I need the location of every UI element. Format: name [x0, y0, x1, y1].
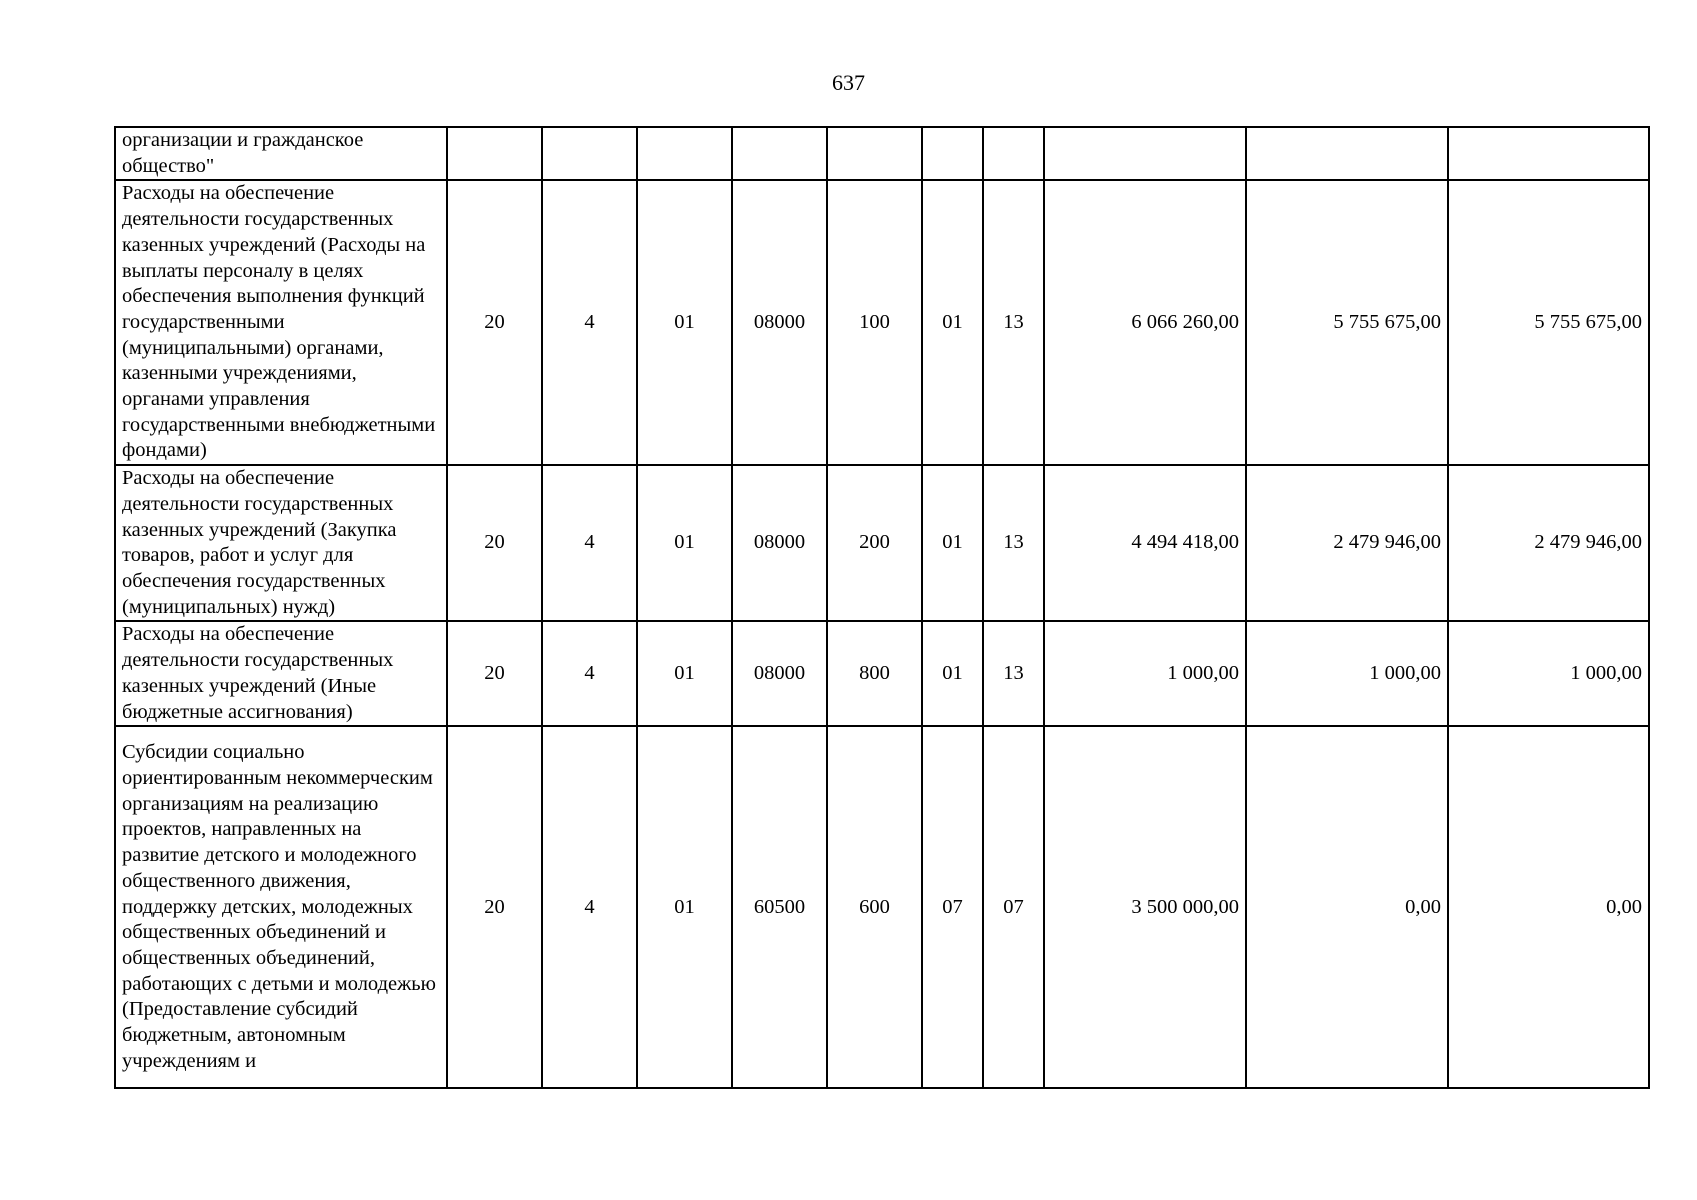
row-amount-cell: 5 755 675,00 — [1246, 180, 1448, 465]
row-description: Субсидии социально ориентированным некоммерческим организациям на реализацию проектов, направленных на развитие детского и молодежного общественного движения, поддержку детских, молодежных общественных объединений и общественных объединений, работающих с детьми и молодежью (Предоставление субсидий бюджетным, автономным учреждениям и — [115, 726, 447, 1088]
row-amount-cell — [1044, 127, 1246, 180]
row-code-cell: 13 — [983, 621, 1044, 726]
row-code-cell: 01 — [922, 180, 983, 465]
row-code-cell: 600 — [827, 726, 922, 1088]
table-row — [115, 726, 1649, 1088]
row-code-cell: 01 — [637, 180, 732, 465]
row-code-cell: 20 — [447, 465, 542, 621]
row-code-cell: 4 — [542, 621, 637, 726]
row-code-cell — [983, 127, 1044, 180]
row-amount-cell: 4 494 418,00 — [1044, 465, 1246, 621]
row-code-cell: 20 — [447, 180, 542, 465]
row-amount-cell: 0,00 — [1448, 726, 1649, 1088]
row-code-cell: 20 — [447, 726, 542, 1088]
row-amount-cell: 6 066 260,00 — [1044, 180, 1246, 465]
row-code-cell — [447, 127, 542, 180]
row-amount-cell: 0,00 — [1246, 726, 1448, 1088]
row-code-cell: 08000 — [732, 465, 827, 621]
row-amount-cell: 5 755 675,00 — [1448, 180, 1649, 465]
row-description: Расходы на обеспечение деятельности государственных казенных учреждений (Закупка товаров, работ и услуг для обеспечения государственных (муниципальных) нужд) — [115, 465, 447, 621]
row-code-cell: 01 — [922, 465, 983, 621]
row-amount-cell: 1 000,00 — [1044, 621, 1246, 726]
table-row — [115, 621, 1649, 726]
row-code-cell — [542, 127, 637, 180]
row-code-cell: 60500 — [732, 726, 827, 1088]
row-amount-cell — [1246, 127, 1448, 180]
page-number: 637 — [832, 70, 865, 95]
row-code-cell: 4 — [542, 465, 637, 621]
row-code-cell: 01 — [637, 621, 732, 726]
row-description: Расходы на обеспечение деятельности государственных казенных учреждений (Расходы на выплаты персоналу в целях обеспечения выполнения функций государственными (муниципальными) органами, казенными учреждениями, органами управления государственными внебюджетными фондами) — [115, 180, 447, 465]
row-code-cell: 01 — [637, 726, 732, 1088]
row-code-cell — [922, 127, 983, 180]
row-code-cell — [827, 127, 922, 180]
row-code-cell: 200 — [827, 465, 922, 621]
row-code-cell: 4 — [542, 180, 637, 465]
table-row — [115, 465, 1649, 621]
table-row — [115, 180, 1649, 465]
row-code-cell: 4 — [542, 726, 637, 1088]
row-description: Расходы на обеспечение деятельности государственных казенных учреждений (Иные бюджетные ассигнования) — [115, 621, 447, 726]
row-code-cell: 20 — [447, 621, 542, 726]
row-description: организации и гражданское общество" — [115, 127, 447, 180]
row-code-cell: 800 — [827, 621, 922, 726]
row-code-cell: 07 — [922, 726, 983, 1088]
row-code-cell: 08000 — [732, 621, 827, 726]
row-amount-cell: 1 000,00 — [1448, 621, 1649, 726]
row-amount-cell: 1 000,00 — [1246, 621, 1448, 726]
row-code-cell: 07 — [983, 726, 1044, 1088]
row-amount-cell — [1448, 127, 1649, 180]
budget-table — [114, 126, 1650, 1089]
row-code-cell: 01 — [922, 621, 983, 726]
row-code-cell: 13 — [983, 180, 1044, 465]
row-code-cell: 100 — [827, 180, 922, 465]
row-amount-cell: 2 479 946,00 — [1448, 465, 1649, 621]
row-code-cell — [732, 127, 827, 180]
row-code-cell: 08000 — [732, 180, 827, 465]
row-code-cell — [637, 127, 732, 180]
row-code-cell: 01 — [637, 465, 732, 621]
row-amount-cell: 2 479 946,00 — [1246, 465, 1448, 621]
table-row — [115, 127, 1649, 180]
row-amount-cell: 3 500 000,00 — [1044, 726, 1246, 1088]
row-code-cell: 13 — [983, 465, 1044, 621]
